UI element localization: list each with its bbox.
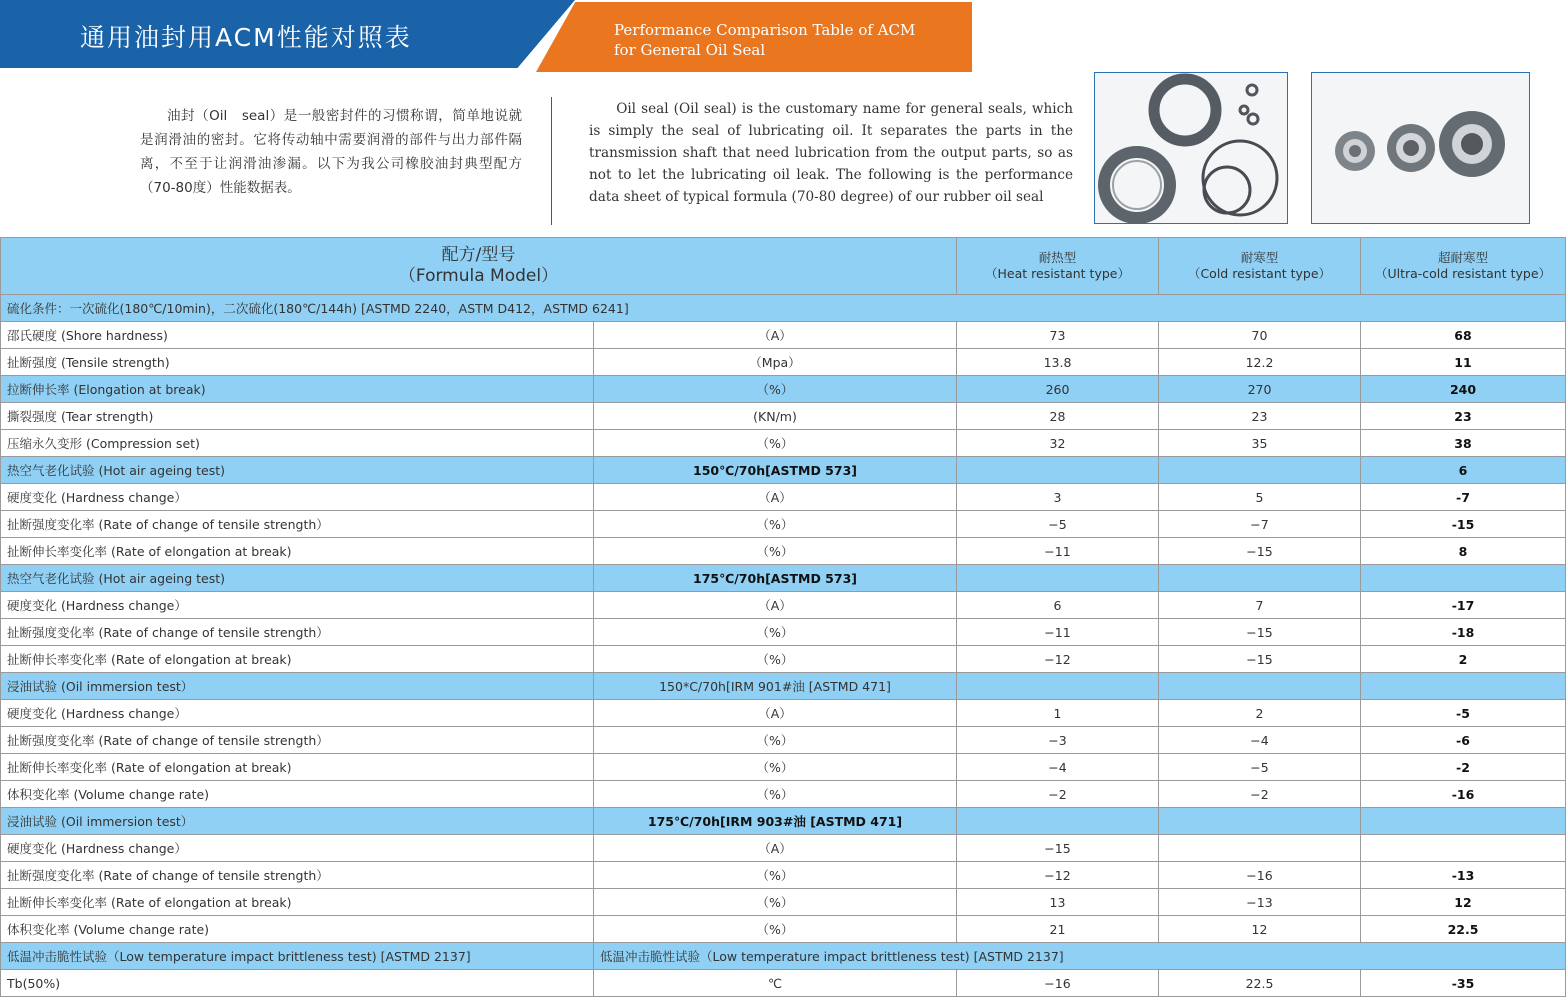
section-label: 低温冲击脆性试验（Low temperature impact brittleness test) [ASTMD 2137] bbox=[594, 943, 1566, 970]
property-label: 扯断伸长率变化率 (Rate of elongation at break) bbox=[1, 646, 594, 673]
value-ultra-cold-resistant: 6 bbox=[1361, 457, 1566, 484]
value-cold-resistant bbox=[1159, 565, 1361, 592]
value-cold-resistant: 12 bbox=[1159, 916, 1361, 943]
value-heat-resistant: −12 bbox=[957, 862, 1159, 889]
property-label: 体积变化率 (Volume change rate) bbox=[1, 781, 594, 808]
value-ultra-cold-resistant: -16 bbox=[1361, 781, 1566, 808]
header-col-en: （Ultra-cold resistant type） bbox=[1374, 266, 1552, 281]
value-heat-resistant: −15 bbox=[957, 835, 1159, 862]
value-cold-resistant: −4 bbox=[1159, 727, 1361, 754]
value-heat-resistant bbox=[957, 565, 1159, 592]
page-title-en-line1: Performance Comparison Table of ACM bbox=[614, 21, 916, 39]
unit-cell: （%） bbox=[594, 376, 957, 403]
value-cold-resistant: −5 bbox=[1159, 754, 1361, 781]
unit-cell: （%） bbox=[594, 619, 957, 646]
value-heat-resistant: −3 bbox=[957, 727, 1159, 754]
unit-cell: （%） bbox=[594, 646, 957, 673]
table-header-row bbox=[1, 238, 1566, 295]
table-row bbox=[1, 835, 1566, 862]
property-label: 扯断强度变化率 (Rate of change of tensile strength） bbox=[1, 511, 594, 538]
value-ultra-cold-resistant: 68 bbox=[1361, 322, 1566, 349]
section-row bbox=[1, 376, 1566, 403]
table-row bbox=[1, 700, 1566, 727]
value-ultra-cold-resistant: 38 bbox=[1361, 430, 1566, 457]
table-row bbox=[1, 889, 1566, 916]
unit-cell: （A） bbox=[594, 835, 957, 862]
value-ultra-cold-resistant bbox=[1361, 835, 1566, 862]
value-ultra-cold-resistant: -35 bbox=[1361, 970, 1566, 997]
property-label: 扯断强度变化率 (Rate of change of tensile strength） bbox=[1, 619, 594, 646]
property-label: 浸油试验 (Oil immersion test） bbox=[1, 808, 594, 835]
value-ultra-cold-resistant: -13 bbox=[1361, 862, 1566, 889]
unit-cell: 175℃/70h[IRM 903#油 [ASTMD 471] bbox=[594, 808, 957, 835]
unit-cell: （%） bbox=[594, 754, 957, 781]
value-ultra-cold-resistant: -7 bbox=[1361, 484, 1566, 511]
header-col-en: （Cold resistant type） bbox=[1187, 266, 1332, 281]
value-heat-resistant: 73 bbox=[957, 322, 1159, 349]
section-row bbox=[1, 295, 1566, 322]
value-heat-resistant: 6 bbox=[957, 592, 1159, 619]
section-label: 低温冲击脆性试验（Low temperature impact brittleness test) [ASTMD 2137] bbox=[1, 943, 594, 970]
table-row bbox=[1, 349, 1566, 376]
table-row bbox=[1, 862, 1566, 889]
value-heat-resistant: 32 bbox=[957, 430, 1159, 457]
value-heat-resistant: 1 bbox=[957, 700, 1159, 727]
value-ultra-cold-resistant: 240 bbox=[1361, 376, 1566, 403]
value-heat-resistant: −4 bbox=[957, 754, 1159, 781]
value-ultra-cold-resistant: -6 bbox=[1361, 727, 1566, 754]
table-row bbox=[1, 754, 1566, 781]
unit-cell: 150*C/70h[IRM 901#油 [ASTMD 471] bbox=[594, 673, 957, 700]
header-model-cn: 配方/型号 bbox=[441, 245, 516, 265]
value-heat-resistant: 13 bbox=[957, 889, 1159, 916]
section-row bbox=[1, 565, 1566, 592]
value-cold-resistant: 12.2 bbox=[1159, 349, 1361, 376]
unit-cell: （%） bbox=[594, 538, 957, 565]
property-label: 硬度变化 (Hardness change） bbox=[1, 835, 594, 862]
value-cold-resistant bbox=[1159, 673, 1361, 700]
value-heat-resistant bbox=[957, 457, 1159, 484]
value-cold-resistant: 7 bbox=[1159, 592, 1361, 619]
unit-cell: （%） bbox=[594, 511, 957, 538]
value-heat-resistant: −2 bbox=[957, 781, 1159, 808]
value-cold-resistant bbox=[1159, 808, 1361, 835]
table-row bbox=[1, 538, 1566, 565]
value-cold-resistant: 70 bbox=[1159, 322, 1361, 349]
property-label: 扯断伸长率变化率 (Rate of elongation at break) bbox=[1, 754, 594, 781]
table-row bbox=[1, 619, 1566, 646]
value-cold-resistant: 5 bbox=[1159, 484, 1361, 511]
unit-cell: （%） bbox=[594, 781, 957, 808]
value-cold-resistant: −15 bbox=[1159, 646, 1361, 673]
table-row bbox=[1, 781, 1566, 808]
value-heat-resistant: −11 bbox=[957, 619, 1159, 646]
unit-cell: 150℃/70h[ASTMD 573] bbox=[594, 457, 957, 484]
property-label: 硬度变化 (Hardness change） bbox=[1, 592, 594, 619]
header-ultra-cold-resistant bbox=[1361, 238, 1566, 295]
property-label: 硬度变化 (Hardness change） bbox=[1, 700, 594, 727]
table-row bbox=[1, 727, 1566, 754]
value-ultra-cold-resistant: 8 bbox=[1361, 538, 1566, 565]
unit-cell: （%） bbox=[594, 916, 957, 943]
value-ultra-cold-resistant: 12 bbox=[1361, 889, 1566, 916]
value-ultra-cold-resistant: -15 bbox=[1361, 511, 1566, 538]
performance-table bbox=[0, 237, 1566, 997]
header-cold-resistant bbox=[1159, 238, 1361, 295]
value-ultra-cold-resistant: 11 bbox=[1361, 349, 1566, 376]
oil-seal-photo-set bbox=[1311, 72, 1530, 224]
intro-text-cn: 油封（Oil seal）是一般密封件的习惯称谓，简单地说就是润滑油的密封。它将传动轴中需要润滑的部件与出力部件隔离，不至于让润滑油渗漏。以下为我公司橡胶油封典型配方（70-80度）性能数据表。 bbox=[140, 108, 522, 196]
header-col-cn: 耐热型 bbox=[1038, 250, 1077, 265]
section-row bbox=[1, 943, 1566, 970]
property-label: Tb(50%) bbox=[1, 970, 594, 997]
unit-cell: （A） bbox=[594, 592, 957, 619]
value-ultra-cold-resistant bbox=[1361, 565, 1566, 592]
value-heat-resistant: 13.8 bbox=[957, 349, 1159, 376]
unit-cell: （%） bbox=[594, 430, 957, 457]
unit-cell: （A） bbox=[594, 484, 957, 511]
value-ultra-cold-resistant: -2 bbox=[1361, 754, 1566, 781]
value-heat-resistant: 3 bbox=[957, 484, 1159, 511]
unit-cell: （%） bbox=[594, 727, 957, 754]
section-label: 硫化条件：一次硫化(180℃/10min)，二次硫化(180℃/144h) [ASTMD 2240，ASTM D412，ASTMD 6241] bbox=[1, 295, 1566, 322]
value-heat-resistant: −5 bbox=[957, 511, 1159, 538]
property-label: 扯断强度 (Tensile strength) bbox=[1, 349, 594, 376]
property-label: 压缩永久变形 (Compression set) bbox=[1, 430, 594, 457]
value-heat-resistant: 28 bbox=[957, 403, 1159, 430]
table-row bbox=[1, 430, 1566, 457]
value-cold-resistant: 23 bbox=[1159, 403, 1361, 430]
page-title: 通用油封用ACM性能对照表 bbox=[80, 23, 412, 52]
header-col-cn: 超耐寒型 bbox=[1437, 250, 1488, 265]
property-label: 热空气老化试验 (Hot air ageing test) bbox=[1, 457, 594, 484]
value-heat-resistant bbox=[957, 673, 1159, 700]
value-ultra-cold-resistant: 22.5 bbox=[1361, 916, 1566, 943]
value-cold-resistant: −2 bbox=[1159, 781, 1361, 808]
value-cold-resistant: 2 bbox=[1159, 700, 1361, 727]
value-ultra-cold-resistant: -18 bbox=[1361, 619, 1566, 646]
value-cold-resistant bbox=[1159, 835, 1361, 862]
oil-seal-photo-rings bbox=[1094, 72, 1288, 224]
header-heat-resistant bbox=[957, 238, 1159, 295]
unit-cell: （%） bbox=[594, 889, 957, 916]
property-label: 扯断伸长率变化率 (Rate of elongation at break) bbox=[1, 889, 594, 916]
divider bbox=[551, 97, 552, 225]
property-label: 撕裂强度 (Tear strength) bbox=[1, 403, 594, 430]
table-row bbox=[1, 646, 1566, 673]
value-heat-resistant: −11 bbox=[957, 538, 1159, 565]
value-cold-resistant: −13 bbox=[1159, 889, 1361, 916]
property-label: 扯断强度变化率 (Rate of change of tensile strength） bbox=[1, 862, 594, 889]
property-label: 扯断伸长率变化率 (Rate of elongation at break) bbox=[1, 538, 594, 565]
value-ultra-cold-resistant: 2 bbox=[1361, 646, 1566, 673]
header-model-en: （Formula Model） bbox=[398, 266, 559, 286]
table-row bbox=[1, 511, 1566, 538]
value-cold-resistant bbox=[1159, 457, 1361, 484]
property-label: 邵氏硬度 (Shore hardness) bbox=[1, 322, 594, 349]
table-row bbox=[1, 916, 1566, 943]
property-label: 浸油试验 (Oil immersion test） bbox=[1, 673, 594, 700]
value-cold-resistant: −16 bbox=[1159, 862, 1361, 889]
section-row bbox=[1, 673, 1566, 700]
value-cold-resistant: −15 bbox=[1159, 619, 1361, 646]
value-ultra-cold-resistant: -5 bbox=[1361, 700, 1566, 727]
header-col-cn: 耐寒型 bbox=[1240, 250, 1279, 265]
page-title-en-line2: for General Oil Seal bbox=[614, 41, 766, 59]
value-ultra-cold-resistant bbox=[1361, 673, 1566, 700]
intro-text-en: Oil seal (Oil seal) is the customary name for general seals, which is simply the seal of lubricating oil. It separates the parts in the transmission shaft that need lubrication from the output parts, so as not to let the lubricating oil leak. The following is the performance data sheet of typical formula (70-80 degree) of our rubber oil seal bbox=[589, 101, 1073, 205]
value-ultra-cold-resistant: 23 bbox=[1361, 403, 1566, 430]
unit-cell: (KN/m) bbox=[594, 403, 957, 430]
table-row bbox=[1, 484, 1566, 511]
unit-cell: （A） bbox=[594, 322, 957, 349]
header-formula-model bbox=[1, 238, 957, 295]
unit-cell: 175℃/70h[ASTMD 573] bbox=[594, 565, 957, 592]
value-heat-resistant: −16 bbox=[957, 970, 1159, 997]
property-label: 扯断强度变化率 (Rate of change of tensile strength） bbox=[1, 727, 594, 754]
value-ultra-cold-resistant bbox=[1361, 808, 1566, 835]
table-row bbox=[1, 970, 1566, 997]
unit-cell: （%） bbox=[594, 862, 957, 889]
table-row bbox=[1, 322, 1566, 349]
value-cold-resistant: 270 bbox=[1159, 376, 1361, 403]
section-row bbox=[1, 808, 1566, 835]
property-label: 拉断伸长率 (Elongation at break) bbox=[1, 376, 594, 403]
property-label: 体积变化率 (Volume change rate) bbox=[1, 916, 594, 943]
section-row bbox=[1, 457, 1566, 484]
unit-cell: （Mpa） bbox=[594, 349, 957, 376]
header-col-en: （Heat resistant type） bbox=[985, 266, 1130, 281]
table-row bbox=[1, 592, 1566, 619]
property-label: 热空气老化试验 (Hot air ageing test) bbox=[1, 565, 594, 592]
value-heat-resistant bbox=[957, 808, 1159, 835]
value-heat-resistant: −12 bbox=[957, 646, 1159, 673]
value-cold-resistant: −15 bbox=[1159, 538, 1361, 565]
unit-cell: （A） bbox=[594, 700, 957, 727]
property-label: 硬度变化 (Hardness change） bbox=[1, 484, 594, 511]
value-cold-resistant: 35 bbox=[1159, 430, 1361, 457]
value-cold-resistant: 22.5 bbox=[1159, 970, 1361, 997]
value-heat-resistant: 21 bbox=[957, 916, 1159, 943]
value-cold-resistant: −7 bbox=[1159, 511, 1361, 538]
page-title-en bbox=[614, 20, 915, 60]
unit-cell: ℃ bbox=[594, 970, 957, 997]
table-row bbox=[1, 403, 1566, 430]
value-ultra-cold-resistant: -17 bbox=[1361, 592, 1566, 619]
value-heat-resistant: 260 bbox=[957, 376, 1159, 403]
